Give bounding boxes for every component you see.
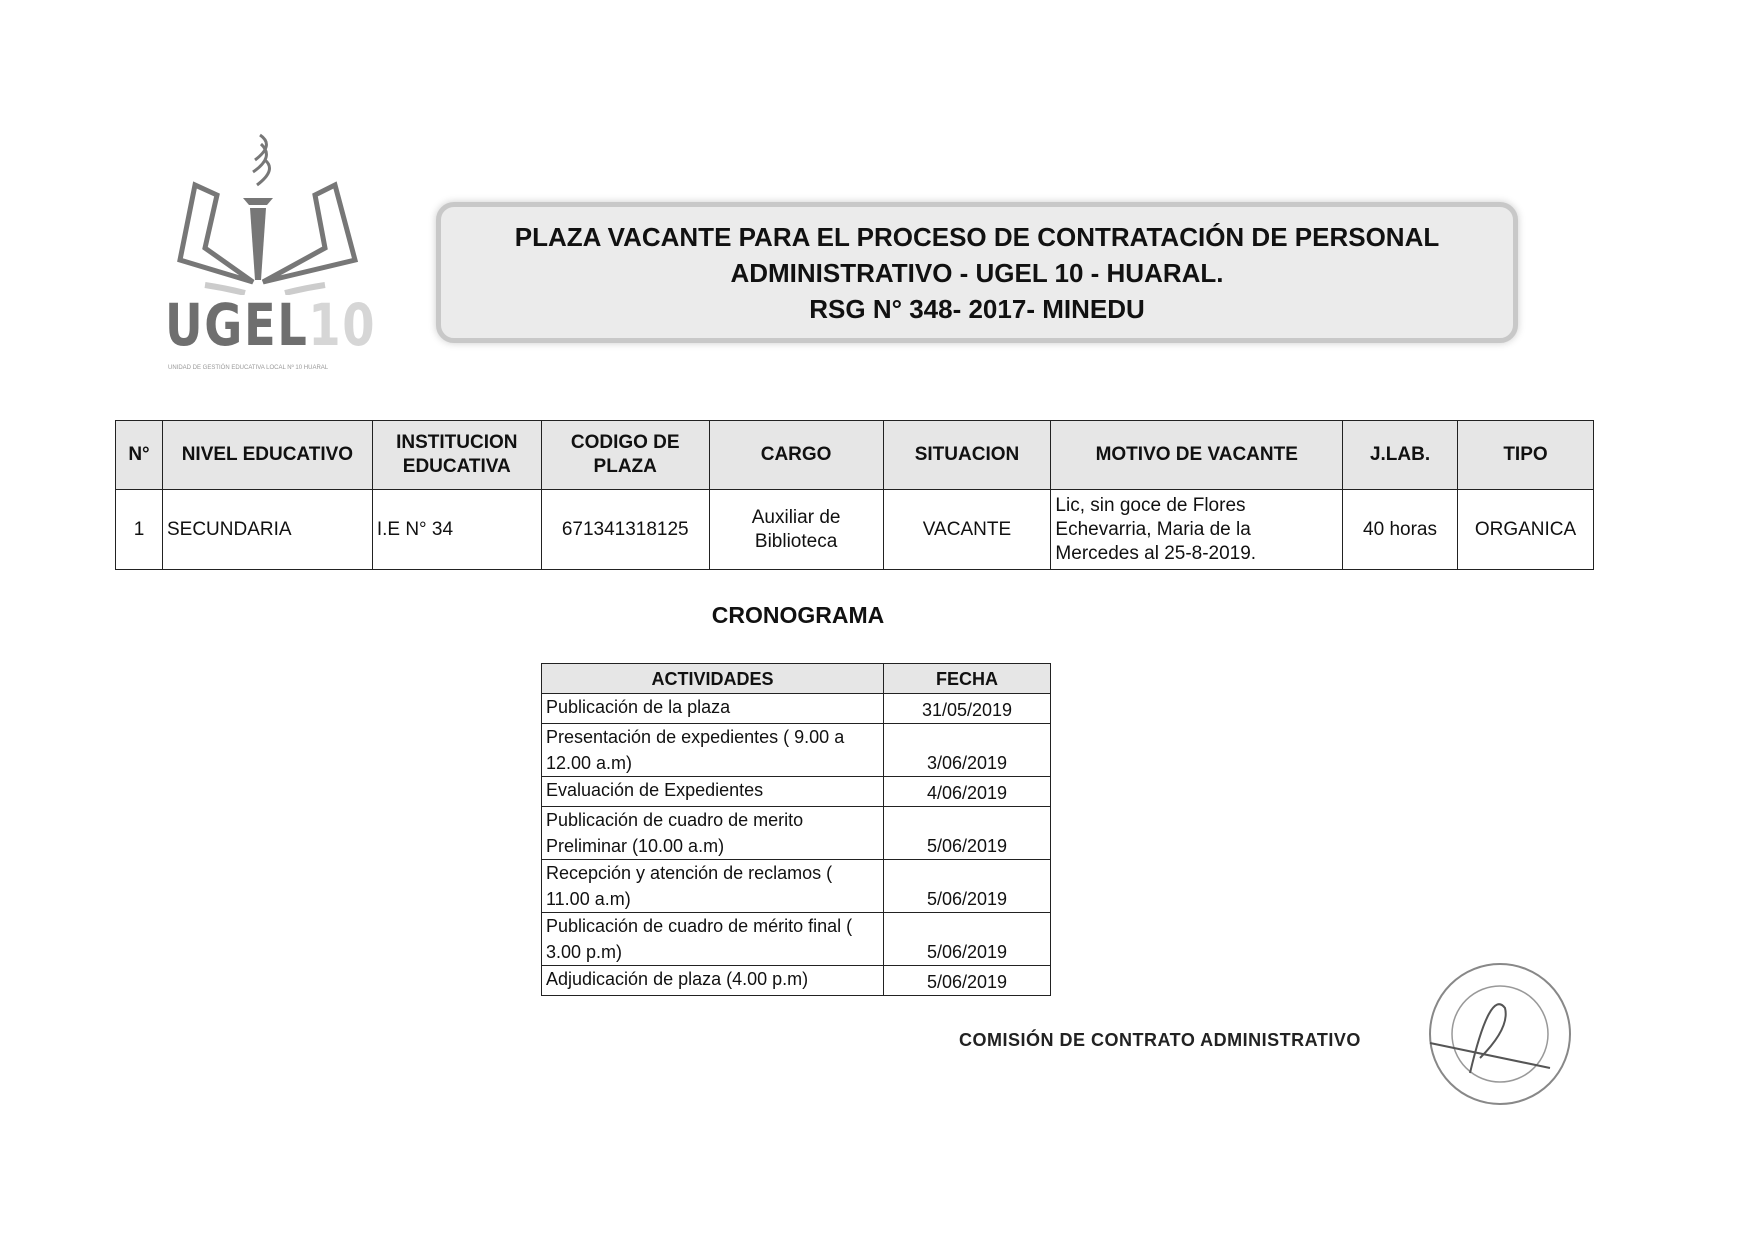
official-stamp bbox=[1420, 958, 1580, 1110]
cell-codigo: 671341318125 bbox=[541, 490, 709, 570]
logo-number: 10 bbox=[308, 291, 377, 359]
date: 3/06/2019 bbox=[884, 724, 1051, 777]
cell-institucion: I.E N° 34 bbox=[372, 490, 541, 570]
activity: Publicación de cuadro de mérito final ( 3.00 p.m) bbox=[542, 913, 884, 966]
header-cell: N° bbox=[116, 421, 163, 490]
cell-motivo: Lic, sin goce de Flores Echevarria, Maria de la Mercedes al 25-8-2019. bbox=[1051, 490, 1343, 570]
logo-brand: UGEL bbox=[165, 291, 309, 359]
document-title-box bbox=[436, 202, 1518, 343]
cell-number: 1 bbox=[116, 490, 163, 570]
table-row bbox=[542, 913, 1051, 966]
table-row bbox=[542, 694, 1051, 724]
logo-wordmark bbox=[165, 291, 377, 359]
date: 5/06/2019 bbox=[884, 966, 1051, 996]
activity: Publicación de la plaza bbox=[542, 694, 884, 724]
table-row bbox=[116, 490, 1594, 570]
table-header-row bbox=[116, 421, 1594, 490]
title-line-1: PLAZA VACANTE PARA EL PROCESO DE CONTRATACIÓN DE PERSONAL bbox=[514, 221, 1440, 252]
vacancy-table bbox=[115, 420, 1594, 570]
logo-subtitle: UNIDAD DE GESTIÓN EDUCATIVA LOCAL Nº 10 HUARAL bbox=[168, 365, 329, 371]
activity: Evaluación de Expedientes bbox=[542, 777, 884, 807]
table-row bbox=[542, 807, 1051, 860]
header-cell: SITUACION bbox=[883, 421, 1051, 490]
header-cell: TIPO bbox=[1457, 421, 1593, 490]
table-row bbox=[542, 966, 1051, 996]
cell-cargo: Auxiliar de Biblioteca bbox=[709, 490, 883, 570]
cronograma-title: CRONOGRAMA bbox=[711, 602, 885, 628]
cell-situacion: VACANTE bbox=[883, 490, 1051, 570]
activity: Publicación de cuadro de merito Preliminar (10.00 a.m) bbox=[542, 807, 884, 860]
cell-tipo: ORGANICA bbox=[1457, 490, 1593, 570]
date: 31/05/2019 bbox=[884, 694, 1051, 724]
header-cell: J.LAB. bbox=[1343, 421, 1458, 490]
table-row bbox=[542, 777, 1051, 807]
table-header-row bbox=[542, 664, 1051, 694]
commission-signature-label: COMISIÓN DE CONTRATO ADMINISTRATIVO bbox=[959, 1030, 1361, 1050]
date: 5/06/2019 bbox=[884, 807, 1051, 860]
header-cell: CARGO bbox=[709, 421, 883, 490]
header-cell: CODIGO DE PLAZA bbox=[541, 421, 709, 490]
date: 5/06/2019 bbox=[884, 860, 1051, 913]
header-cell: ACTIVIDADES bbox=[542, 664, 884, 694]
date: 5/06/2019 bbox=[884, 913, 1051, 966]
header-cell: MOTIVO DE VACANTE bbox=[1051, 421, 1343, 490]
title-line-2: ADMINISTRATIVO - UGEL 10 - HUARAL. bbox=[730, 257, 1224, 288]
ugel-logo-emblem bbox=[165, 130, 380, 295]
table-row bbox=[542, 860, 1051, 913]
date: 4/06/2019 bbox=[884, 777, 1051, 807]
title-line-3: RSG N° 348- 2017- MINEDU bbox=[809, 293, 1145, 324]
header-cell: NIVEL EDUCATIVO bbox=[162, 421, 372, 490]
cell-jornada: 40 horas bbox=[1343, 490, 1458, 570]
activity: Adjudicación de plaza (4.00 p.m) bbox=[542, 966, 884, 996]
activity: Recepción y atención de reclamos ( 11.00 a.m) bbox=[542, 860, 884, 913]
cell-nivel: SECUNDARIA bbox=[162, 490, 372, 570]
activity: Presentación de expedientes ( 9.00 a 12.00 a.m) bbox=[542, 724, 884, 777]
table-row bbox=[542, 724, 1051, 777]
cronograma-table bbox=[541, 663, 1051, 996]
header-cell: FECHA bbox=[884, 664, 1051, 694]
header-cell: INSTITUCION EDUCATIVA bbox=[372, 421, 541, 490]
